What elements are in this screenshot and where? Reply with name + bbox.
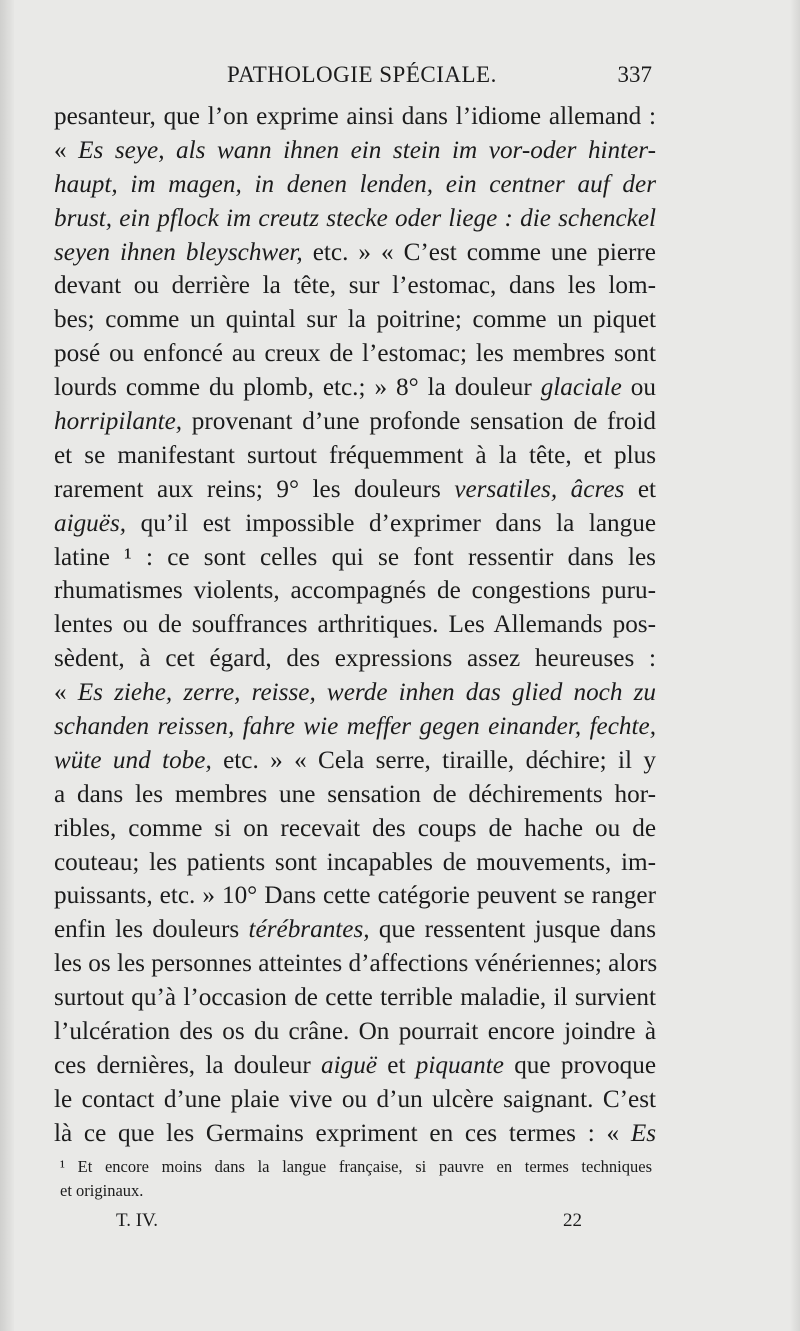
text-line <box>54 337 656 371</box>
text-run: etc. » « C’est comme une pierre <box>302 238 656 266</box>
text-line <box>54 608 656 642</box>
text-run: ribles, comme si on recevait des coups de hache ou de <box>54 814 656 842</box>
text-line <box>54 947 656 981</box>
footnote-line: et originaux. <box>60 1181 144 1200</box>
text-line <box>54 236 656 270</box>
italic-text: aiguës, <box>54 509 127 537</box>
text-run: ces dernières, la douleur <box>54 1051 322 1079</box>
italic-text: aiguë <box>321 1051 377 1079</box>
text-line <box>54 303 656 337</box>
italic-text: brust, ein pflock im creutz stecke oder liege : die schenckel <box>54 204 656 232</box>
running-head-title: PATHOLOGIE SPÉCIALE. <box>227 62 497 87</box>
text-run: les os les personnes atteintes d’affections vénériennes; alors <box>54 950 658 978</box>
italic-text: Es ziehe, zerre, reisse, werde inhen das glied noch zu <box>77 679 657 707</box>
text-line <box>54 439 656 473</box>
text-run: posé ou enfoncé au creux de l’estomac; les membres sont <box>54 340 656 368</box>
text-run: lourds comme du plomb, etc.; » 8° la douleur <box>54 374 541 402</box>
italic-text: haupt, im magen, in denen lenden, ein centner auf der <box>54 170 656 198</box>
italic-text: schanden reissen, fahre wie meffer gegen einander, fechte, <box>54 713 656 741</box>
text-line <box>54 981 656 1015</box>
text-line <box>54 1015 656 1049</box>
text-line <box>54 1049 656 1083</box>
text-line <box>54 812 656 846</box>
signature-mark: T. IV. <box>116 1210 159 1231</box>
italic-text: wüte und tobe, <box>54 746 212 774</box>
text-line <box>54 574 656 608</box>
page-edge-left <box>0 0 14 1331</box>
text-run: là ce que les Germains expriment en ces termes : « <box>54 1119 631 1147</box>
italic-text: Es seye, als wann ihnen ein stein im vor-oder hinter- <box>78 136 656 164</box>
text-line <box>54 710 656 744</box>
page-number: 337 <box>617 62 652 87</box>
text-run: sèdent, à cet égard, des expressions assez heureuses : <box>54 645 656 673</box>
text-run: lentes ou de souffrances arthritiques. Les Allemands pos- <box>54 611 656 639</box>
text-run: l’ulcération des os du crâne. On pourrait encore joindre à <box>54 1018 656 1046</box>
text-run: pesanteur, que l’on exprime ainsi dans l’idiome allemand : <box>54 103 656 130</box>
italic-text: versatiles, âcres <box>454 475 625 503</box>
text-run: surtout qu’à l’occasion de cette terrible maladie, il survient <box>54 984 656 1012</box>
body-text <box>54 100 656 1151</box>
text-run: puissants, etc. » 10° Dans cette catégorie peuvent se ranger <box>54 882 656 910</box>
text-line <box>54 541 656 575</box>
text-line <box>54 744 656 778</box>
footnote <box>60 1155 652 1203</box>
text-line <box>54 1083 656 1117</box>
text-run: et se manifestant surtout fréquemment à la tête, et plus <box>54 441 656 469</box>
text-run: couteau; les patients sont incapables de mouvements, im- <box>54 848 656 876</box>
text-run: rhumatismes violents, accompagnés de congestions puru- <box>54 577 656 605</box>
text-run: et <box>377 1051 416 1079</box>
text-run: latine ¹ : ce sont celles qui se font ressentir dans les <box>54 543 656 571</box>
text-line <box>54 100 656 134</box>
text-run: enfin les douleurs <box>54 916 249 944</box>
text-run: a dans les membres une sensation de déchirements hor- <box>54 780 656 808</box>
text-run: bes; comme un quintal sur la poitrine; comme un piquet <box>54 306 656 334</box>
text-line <box>54 371 656 405</box>
text-line <box>54 168 656 202</box>
text-run: rarement aux reins; 9° les douleurs <box>54 475 455 503</box>
text-line <box>54 676 656 710</box>
text-run: « <box>54 679 78 707</box>
text-line <box>54 642 656 676</box>
text-run: et <box>624 475 656 503</box>
running-head <box>52 62 652 102</box>
text-run: « <box>54 136 79 164</box>
text-line <box>54 269 656 303</box>
text-run: le contact d’une plaie vive ou d’un ulcère saignant. C’est <box>54 1085 656 1113</box>
italic-text: seyen ihnen bleyschwer, <box>54 238 303 266</box>
text-run: qu’il est impossible d’exprimer dans la langue <box>126 509 656 537</box>
text-run: devant ou derrière la tête, sur l’estomac, dans les lom- <box>54 272 656 300</box>
page-edge-right <box>790 0 800 1331</box>
text-run: ou <box>621 374 656 402</box>
text-line <box>54 507 656 541</box>
text-line <box>54 134 656 168</box>
italic-text: glaciale <box>540 374 622 402</box>
italic-text: térébrantes, <box>248 916 370 944</box>
text-line <box>54 202 656 236</box>
text-line <box>54 913 656 947</box>
italic-text: Es <box>630 1119 656 1147</box>
italic-text: piquante <box>415 1051 504 1079</box>
text-line <box>54 473 656 507</box>
text-run: que provoque <box>503 1051 656 1079</box>
text-line <box>54 405 656 439</box>
text-line <box>54 1117 656 1151</box>
text-line <box>54 846 656 880</box>
text-line <box>54 879 656 913</box>
text-run: etc. » « Cela serre, tiraille, déchire; il y <box>211 746 656 774</box>
text-run: que ressentent jusque dans <box>369 916 656 944</box>
italic-text: horripilante, <box>54 408 183 436</box>
text-run: provenant d’une profonde sensation de froid <box>182 408 656 436</box>
footnote-line: ¹ Et encore moins dans la langue française, si pauvre en termes techniques <box>60 1157 652 1176</box>
text-line <box>54 778 656 812</box>
sheet-number: 22 <box>563 1210 582 1231</box>
